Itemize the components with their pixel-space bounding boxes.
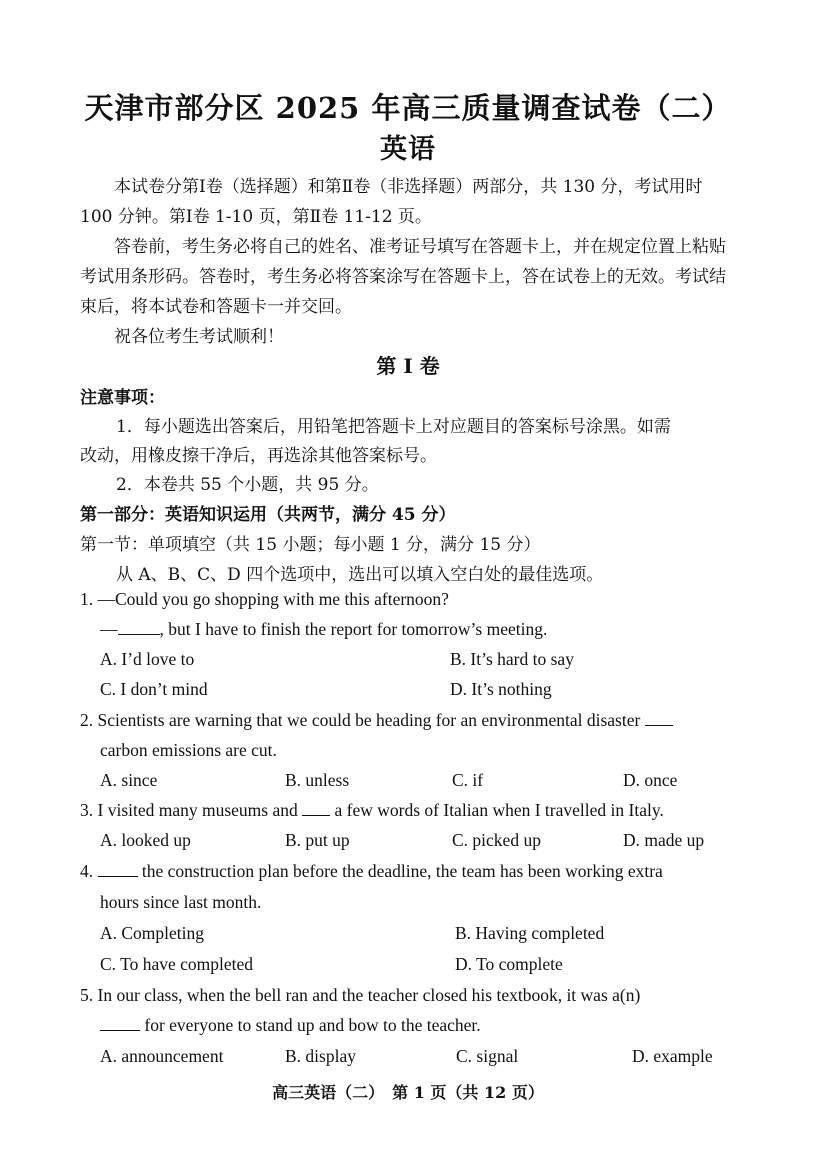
dash: —	[100, 619, 118, 639]
question-3-option-b: B. put up	[285, 830, 350, 850]
question-4-option-d: D. To complete	[455, 954, 563, 974]
page-footer: 高三英语（二） 第 1 页（共 12 页）	[272, 1083, 544, 1102]
note-1-line-1: 1．每小题选出答案后，用铅笔把答题卡上对应题目的答案标号涂黑。如需	[116, 417, 671, 437]
answer-blank	[118, 620, 160, 635]
question-2-stem-text: 2. Scientists are warning that we could be heading for an environmental disaster	[80, 710, 641, 730]
exam-title: 天津市部分区 2025 年高三质量调查试卷（二）	[84, 91, 732, 125]
question-1-stem: 1. —Could you go shopping with me this afternoon?	[80, 589, 449, 609]
question-2-option-d: D. once	[623, 770, 678, 790]
question-3-option-c: C. picked up	[452, 830, 541, 850]
question-2-option-c: C. if	[452, 770, 484, 790]
question-5-stem: 5. In our class, when the bell ran and the teacher closed his textbook, it was a(n)	[80, 985, 641, 1005]
question-5-stem-cont	[100, 1015, 481, 1036]
question-5-option-c: C. signal	[456, 1046, 519, 1066]
question-4-stem	[80, 861, 663, 882]
question-3-option-a: A. looked up	[100, 830, 191, 850]
intro-paragraph-2: 答卷前，考生务必将自己的姓名、准考证号填写在答题卡上，并在规定位置上粘贴考试用条形码。答卷时，考生务必将答案涂写在答题卡上，答在试卷上的无效。考试结束后，将本试卷和答题卡一并交回。	[80, 237, 726, 317]
question-4-option-a: A. Completing	[100, 923, 205, 943]
intro-paragraph-3: 祝各位考生考试顺利！	[114, 327, 284, 347]
question-4-option-b: B. Having completed	[455, 923, 605, 943]
question-5-option-d: D. example	[632, 1046, 713, 1066]
question-2-option-a: A. since	[100, 770, 158, 790]
note-2: 2．本卷共 55 个小题，共 95 分。	[116, 475, 379, 495]
question-4-stem-text: the construction plan before the deadline, the team has been working extra	[141, 861, 663, 881]
note-1-line-2: 改动，用橡皮擦干净后，再选涂其他答案标号。	[80, 446, 437, 466]
volume-heading: 第 Ⅰ 卷	[376, 354, 440, 378]
answer-blank	[645, 711, 673, 726]
question-5-stem-text: for everyone to stand up and bow to the teacher.	[144, 1015, 481, 1035]
question-1-option-c: C. I don’t mind	[100, 679, 208, 699]
part-1-heading: 第一部分：英语知识运用（共两节，满分 45 分）	[80, 505, 456, 525]
question-1-reply	[100, 619, 547, 640]
question-3-stem-a: 3. I visited many museums and	[80, 800, 298, 820]
question-1-option-d: D. It’s nothing	[450, 679, 552, 699]
question-2-option-b: B. unless	[285, 770, 350, 790]
notes-heading: 注意事项：	[80, 388, 165, 408]
question-3-stem-b: a few words of Italian when I travelled in Italy.	[334, 800, 664, 820]
question-5-option-b: B. display	[285, 1046, 356, 1066]
question-1-option-b: B. It’s hard to say	[450, 649, 574, 669]
question-1-option-a: A. I’d love to	[100, 649, 195, 669]
question-2-stem-cont: carbon emissions are cut.	[100, 740, 277, 760]
answer-blank	[100, 1016, 140, 1031]
question-4-number: 4.	[80, 861, 94, 881]
subject-title: 英语	[380, 134, 436, 165]
question-5-option-a: A. announcement	[100, 1046, 224, 1066]
instruction-text: 从 A、B、C、D 四个选项中，选出可以填入空白处的最佳选项。	[116, 565, 604, 585]
answer-blank	[98, 862, 138, 877]
question-2-stem	[80, 710, 673, 731]
question-4-stem-cont: hours since last month.	[100, 892, 262, 912]
intro-block	[80, 172, 740, 352]
answer-blank	[302, 801, 330, 816]
question-4-option-c: C. To have completed	[100, 954, 253, 974]
question-3-option-d: D. made up	[623, 830, 705, 850]
intro-paragraph-1: 本试卷分第Ⅰ卷（选择题）和第Ⅱ卷（非选择题）两部分，共 130 分，考试用时 100 分钟。第Ⅰ卷 1-10 页，第Ⅱ卷 11-12 页。	[80, 177, 703, 227]
section-1-heading: 第一节：单项填空（共 15 小题；每小题 1 分，满分 15 分）	[80, 535, 541, 555]
question-1-reply-text: , but I have to finish the report for tomorrow’s meeting.	[159, 619, 548, 639]
question-3-stem	[80, 800, 664, 821]
